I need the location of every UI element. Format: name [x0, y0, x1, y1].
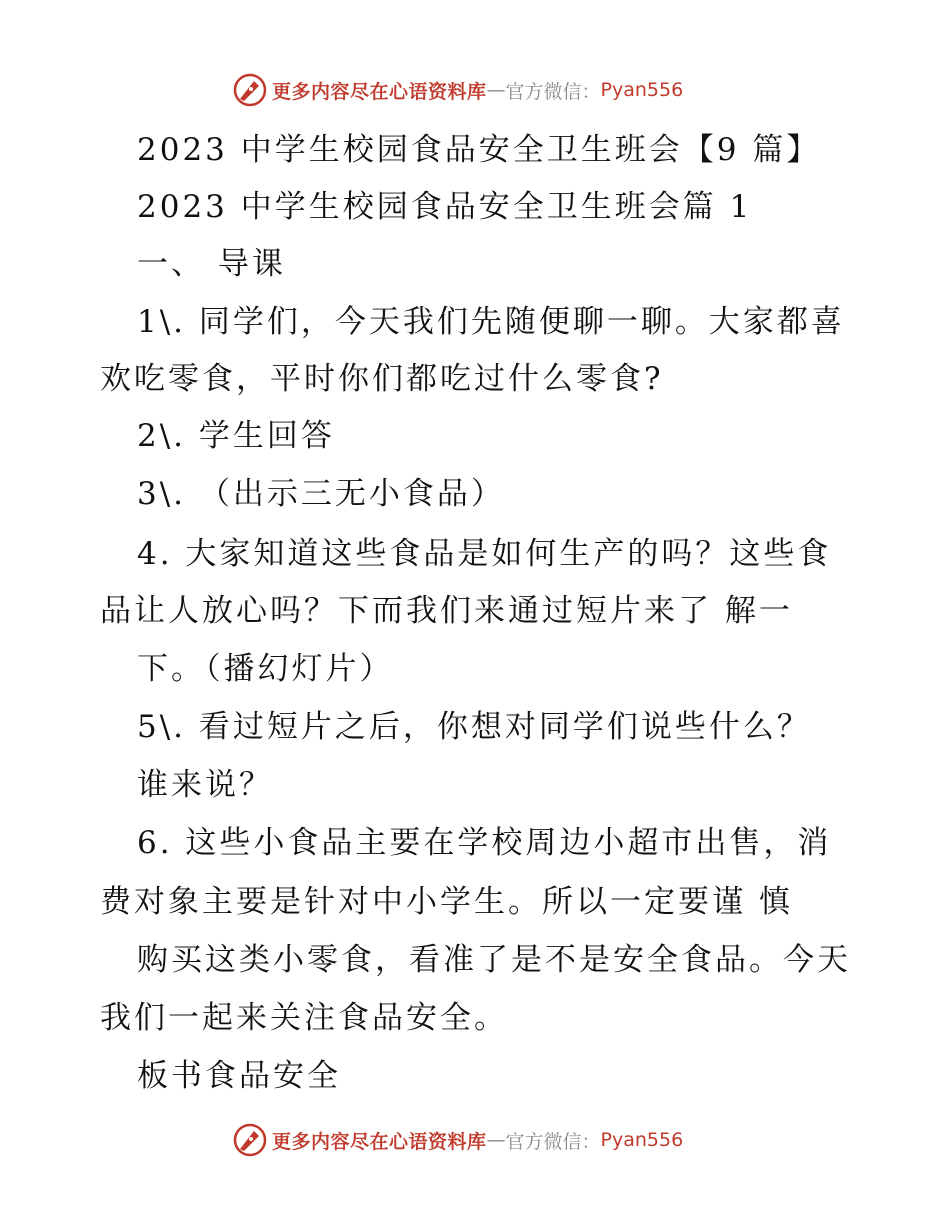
paragraph-line: 4. 大家知道这些食品是如何生产的吗？这些食: [137, 536, 832, 572]
document-title: 2023 中学生校园食品安全卫生班会【9 篇】: [137, 132, 821, 168]
section-heading: 2023 中学生校园食品安全卫生班会篇 1: [137, 189, 753, 225]
paragraph-line: 品让人放心吗？下而我们来通过短片来了 解一: [100, 593, 793, 629]
paragraph-line: 5\. 看过短片之后，你想对同学们说些什么？: [137, 709, 811, 745]
subsection-heading: 一、 导课: [137, 246, 286, 282]
paragraph-line: 费对象主要是针对中小学生。所以一定要谨 慎: [100, 884, 793, 920]
paragraph-line: 6. 这些小食品主要在学校周边小超市出售，消: [137, 825, 832, 861]
banner-wechat-label: 官方微信：: [505, 1130, 601, 1153]
header-banner: [232, 70, 683, 110]
banner-wechat-id: Pyan556: [600, 79, 684, 101]
paragraph-line: 2\. 学生回答: [137, 418, 335, 454]
pen-nib-circle-icon: [232, 72, 268, 108]
paragraph-line: 我们一起来关注食品安全。: [100, 1000, 508, 1036]
banner-wechat-label: 官方微信：: [505, 80, 601, 103]
paragraph-line: 欢吃零食，平时你们都吃过什么零食?: [100, 361, 664, 397]
banner-site-text: 更多内容尽在心语资料库: [272, 80, 487, 103]
banner-site-text: 更多内容尽在心语资料库: [272, 1130, 487, 1153]
paragraph-line: 板书食品安全: [137, 1058, 341, 1094]
banner-wechat-id: Pyan556: [600, 1129, 684, 1151]
pen-nib-circle-icon: [232, 1122, 268, 1158]
banner-dash: —: [486, 79, 506, 101]
paragraph-line: 下。（播幻灯片）: [137, 651, 394, 687]
paragraph-line: 购买这类小零食，看准了是不是安全食品。今天: [137, 942, 851, 978]
paragraph-line: 3\. （出示三无小食品）: [137, 476, 505, 512]
paragraph-line: 谁来说？: [137, 767, 273, 803]
footer-banner: [232, 1120, 683, 1160]
paragraph-line: 1\. 同学们，今天我们先随便聊一聊。大家都喜: [137, 304, 845, 340]
banner-dash: —: [486, 1129, 506, 1151]
